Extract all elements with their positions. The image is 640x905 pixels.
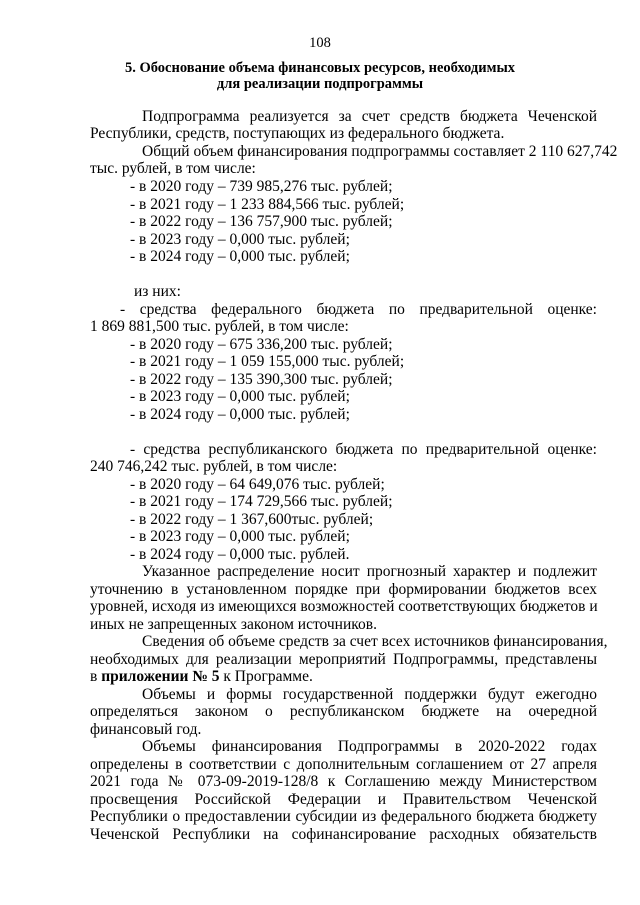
para4-line3-pre: в [90,668,102,685]
total-2023: - в 2023 году – 0,000 тыс. рублей; [130,231,350,248]
para5-line2: определяться законом о республиканском бюджете на очередной [90,703,597,720]
para4-line3 [90,668,313,686]
para6-line5: Республики о предоставлении субсидии из федерального бюджета бюджету [90,808,597,825]
para6-line2: определены в соответствии с дополнительным соглашением от 27 апреля [90,756,597,773]
total-2020: - в 2020 году – 739 985,276 тыс. рублей; [130,178,393,195]
para2-line1: Общий объем финансирования подпрограммы составляет 2 110 627,742 [142,143,618,160]
para2-line2: тыс. рублей, в том числе: [90,160,256,177]
page-number: 108 [309,35,331,51]
federal-2024: - в 2024 году – 0,000 тыс. рублей; [130,406,350,423]
section-title-line1: 5. Обоснование объема финансовых ресурсов, необходимых [124,60,516,76]
federal-2021: - в 2021 году – 1 059 155,000 тыс. рублей; [130,353,405,370]
of-them-label: из них: [134,283,181,300]
para3-line2: уточнению в установленном порядке при формировании бюджетов всех [90,581,597,598]
para1-line2: Республики, средств, поступающих из федерального бюджета. [90,125,505,142]
section-title-line2: для реализации подпрограммы [216,76,424,92]
federal-line2: 1 869 881,500 тыс. рублей, в том числе: [90,318,349,335]
total-2022: - в 2022 году – 136 757,900 тыс. рублей; [130,213,393,230]
para6-line6: Чеченской Республики на софинансирование расходных обязательств [90,826,597,843]
para6-line1: Объемы финансирования Подпрограммы в 2020-2022 годах [142,738,597,755]
para4-line3-post: к Программе. [219,668,313,685]
para1-line1: Подпрограмма реализуется за счет средств бюджета Чеченской [142,108,597,125]
para3-line3: уровней, исходя из имеющихся возможностей соответствующих бюджетов и [90,598,598,615]
republic-2023: - в 2023 году – 0,000 тыс. рублей; [130,528,350,545]
para3-line4: иных не запрещенных законом источников. [90,616,377,633]
para5-line1: Объемы и формы государственной поддержки будут ежегодно [142,686,597,703]
republic-2024: - в 2024 году – 0,000 тыс. рублей. [130,546,350,563]
federal-line1: - средства федерального бюджета по предварительной оценке: [120,301,597,318]
republic-2022: - в 2022 году – 1 367,600тыс. рублей; [130,511,374,528]
total-2021: - в 2021 году – 1 233 884,566 тыс. рублей; [130,196,405,213]
federal-2020: - в 2020 году – 675 336,200 тыс. рублей; [130,336,393,353]
section-title [90,60,550,92]
total-2024: - в 2024 году – 0,000 тыс. рублей; [130,248,350,265]
republic-line1: - средства республиканского бюджета по предварительной оценке: [130,441,597,458]
para4-line1: Сведения об объеме средств за счет всех источников финансирования, [142,633,608,650]
para5-line3: финансовый год. [90,721,202,738]
republic-line2: 240 746,242 тыс. рублей, в том числе: [90,458,338,475]
republic-2021: - в 2021 году – 174 729,566 тыс. рублей; [130,493,393,510]
para6-line4: просвещения Российской Федерации и Правительством Чеченской [90,791,597,808]
para3-line1: Указанное распределение носит прогнозный характер и подлежит [142,563,597,580]
federal-2023: - в 2023 году – 0,000 тыс. рублей; [130,388,350,405]
appendix-reference: приложении № 5 [101,668,220,685]
federal-2022: - в 2022 году – 135 390,300 тыс. рублей; [130,371,393,388]
para4-line2: необходимых для реализации мероприятий Подпрограммы, представлены [90,651,597,668]
republic-2020: - в 2020 году – 64 649,076 тыс. рублей; [130,476,385,493]
para6-line3: 2021 года № 073-09-2019-128/8 к Соглашению между Министерством [90,773,597,790]
